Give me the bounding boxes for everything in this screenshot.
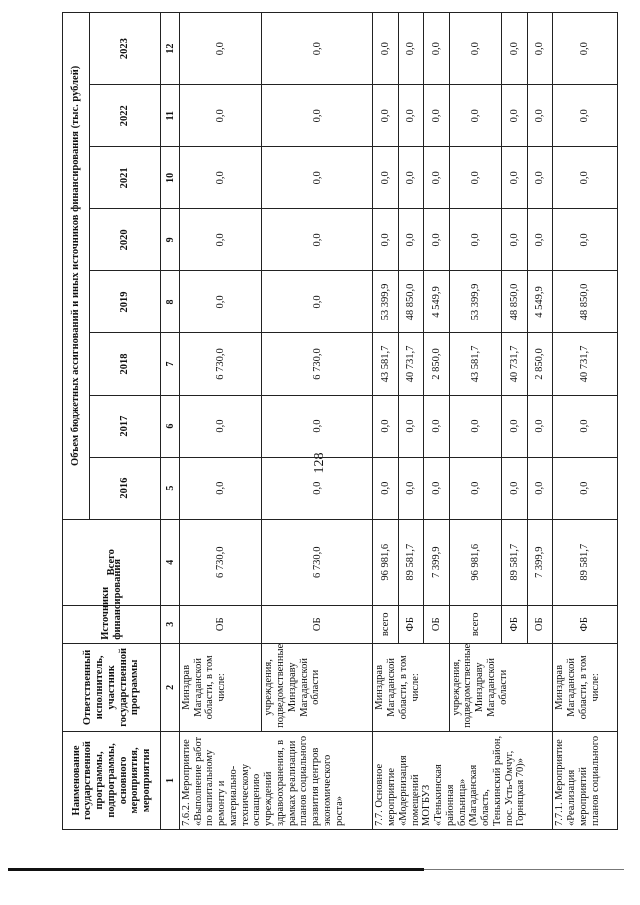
value-cell: 0,0 (449, 147, 502, 209)
row-source: ОБ (179, 605, 262, 643)
value-cell: 0,0 (527, 457, 552, 519)
row-source: всего (373, 605, 398, 643)
value-cell: 0,0 (424, 147, 449, 209)
row-source: ФБ (553, 605, 618, 643)
value-cell: 0,0 (424, 395, 449, 457)
value-cell: 0,0 (502, 13, 527, 85)
row-name: 7.6.2. Мероприятие «Выполнение работ по капитальному ремонту и материально-техническому оснащению учреждений здравоохранения, в рамках реализации планов социального развития центров экономического роста» (179, 731, 372, 829)
row-executor: Минздрав Магаданской области, в том числе: (179, 643, 262, 731)
value-cell: 43 581,7 (449, 333, 502, 395)
footer-rule (8, 868, 424, 871)
value-cell: 4 549,9 (527, 271, 552, 333)
header-source: Источники финансирования (63, 605, 161, 643)
value-cell: 0,0 (398, 13, 423, 85)
column-number: 2 (161, 643, 179, 731)
row-source: ОБ (424, 605, 449, 643)
table-row (373, 13, 398, 830)
value-cell: 0,0 (502, 209, 527, 271)
value-cell: 0,0 (424, 13, 449, 85)
column-number: 5 (161, 457, 179, 519)
value-cell: 0,0 (502, 85, 527, 147)
value-cell: 96 981,6 (449, 519, 502, 605)
value-cell: 6 730,0 (262, 519, 373, 605)
header-name: Наименование государственной программы, подпрограммы, основного мероприятия, мероприятия (63, 731, 161, 829)
header-total: Всего (63, 519, 161, 605)
header-year: 2022 (90, 85, 161, 147)
value-cell: 0,0 (398, 209, 423, 271)
row-source: ФБ (502, 605, 527, 643)
value-cell: 48 850,0 (398, 271, 423, 333)
value-cell: 0,0 (373, 85, 398, 147)
header-year: 2020 (90, 209, 161, 271)
value-cell: 0,0 (179, 147, 262, 209)
table-row (449, 13, 502, 830)
column-number: 8 (161, 271, 179, 333)
value-cell: 0,0 (179, 85, 262, 147)
value-cell: 40 731,7 (398, 333, 423, 395)
value-cell: 0,0 (373, 395, 398, 457)
header-funding-group: Объем бюджетных ассигнований и иных источников финансирования (тыс. рублей) (63, 13, 90, 520)
row-executor: учреждения, подведомственные Минздраву Магаданской области (262, 643, 373, 731)
value-cell: 0,0 (262, 271, 373, 333)
value-cell: 0,0 (398, 395, 423, 457)
value-cell: 0,0 (553, 147, 618, 209)
table-row (179, 13, 262, 830)
value-cell: 0,0 (179, 457, 262, 519)
value-cell: 0,0 (424, 457, 449, 519)
value-cell: 0,0 (373, 457, 398, 519)
value-cell: 0,0 (424, 85, 449, 147)
value-cell: 0,0 (262, 209, 373, 271)
row-source: ФБ (398, 605, 423, 643)
row-executor: Минздрав Магаданской области, в том числе: (553, 643, 618, 731)
value-cell: 43 581,7 (373, 333, 398, 395)
value-cell: 89 581,7 (502, 519, 527, 605)
value-cell: 0,0 (527, 147, 552, 209)
value-cell: 0,0 (262, 457, 373, 519)
table-row (262, 13, 373, 830)
value-cell: 0,0 (553, 209, 618, 271)
column-number: 4 (161, 519, 179, 605)
header-year: 2023 (90, 13, 161, 85)
header-year: 2019 (90, 271, 161, 333)
value-cell: 40 731,7 (553, 333, 618, 395)
value-cell: 0,0 (527, 13, 552, 85)
value-cell: 0,0 (262, 85, 373, 147)
value-cell: 96 981,6 (373, 519, 398, 605)
value-cell: 0,0 (527, 209, 552, 271)
value-cell: 0,0 (373, 13, 398, 85)
value-cell: 0,0 (553, 13, 618, 85)
value-cell: 2 850,0 (527, 333, 552, 395)
value-cell: 0,0 (262, 13, 373, 85)
header-year: 2018 (90, 333, 161, 395)
column-number: 11 (161, 85, 179, 147)
value-cell: 0,0 (449, 13, 502, 85)
value-cell: 2 850,0 (424, 333, 449, 395)
value-cell: 0,0 (449, 457, 502, 519)
value-cell: 89 581,7 (553, 519, 618, 605)
value-cell: 0,0 (179, 13, 262, 85)
column-number: 12 (161, 13, 179, 85)
value-cell: 6 730,0 (179, 333, 262, 395)
column-number: 6 (161, 395, 179, 457)
header-executor: Ответственный исполнитель, участник государственной программы (63, 643, 161, 731)
value-cell: 0,0 (527, 85, 552, 147)
table-row (553, 13, 618, 830)
value-cell: 0,0 (449, 209, 502, 271)
header-year: 2016 (90, 457, 161, 519)
value-cell: 0,0 (262, 147, 373, 209)
header-year: 2017 (90, 395, 161, 457)
value-cell: 0,0 (449, 395, 502, 457)
value-cell: 0,0 (424, 209, 449, 271)
row-name: 7.7. Основное мероприятие «Модернизация помещений МОГБУЗ «Тенькинская районная больница» (Магаданская область, Тенькинский район, пос. Усть-Омчуг, Горняцкая 70)» (373, 731, 553, 829)
column-number: 1 (161, 731, 179, 829)
value-cell: 0,0 (373, 209, 398, 271)
page-number: 128 (312, 452, 327, 474)
value-cell: 4 549,9 (424, 271, 449, 333)
row-name: 7.7.1. Мероприятие «Реализация мероприятий планов социального (553, 731, 618, 829)
value-cell: 0,0 (553, 395, 618, 457)
value-cell: 89 581,7 (398, 519, 423, 605)
column-number: 10 (161, 147, 179, 209)
value-cell: 0,0 (553, 457, 618, 519)
value-cell: 53 399,9 (373, 271, 398, 333)
row-executor: Минздрав Магаданской области, в том числе: (373, 643, 449, 731)
value-cell: 0,0 (179, 395, 262, 457)
rotated-table-container (62, 12, 618, 830)
value-cell: 40 731,7 (502, 333, 527, 395)
row-source: всего (449, 605, 502, 643)
value-cell: 0,0 (398, 85, 423, 147)
funding-table (62, 12, 618, 830)
row-source: ОБ (527, 605, 552, 643)
value-cell: 7 399,9 (527, 519, 552, 605)
value-cell: 0,0 (449, 85, 502, 147)
value-cell: 0,0 (553, 85, 618, 147)
column-number: 9 (161, 209, 179, 271)
value-cell: 48 850,0 (553, 271, 618, 333)
value-cell: 53 399,9 (449, 271, 502, 333)
row-executor: учреждения, подведомственные Минздраву Магаданской области (449, 643, 553, 731)
column-number: 3 (161, 605, 179, 643)
value-cell: 0,0 (398, 147, 423, 209)
value-cell: 0,0 (502, 147, 527, 209)
row-source: ОБ (262, 605, 373, 643)
value-cell: 0,0 (179, 209, 262, 271)
value-cell: 7 399,9 (424, 519, 449, 605)
value-cell: 0,0 (527, 395, 552, 457)
value-cell: 0,0 (502, 395, 527, 457)
footer-rule-thin (424, 869, 624, 870)
value-cell: 0,0 (373, 147, 398, 209)
column-number: 7 (161, 333, 179, 395)
header-year: 2021 (90, 147, 161, 209)
value-cell: 48 850,0 (502, 271, 527, 333)
value-cell: 6 730,0 (262, 333, 373, 395)
value-cell: 0,0 (502, 457, 527, 519)
value-cell: 6 730,0 (179, 519, 262, 605)
value-cell: 0,0 (179, 271, 262, 333)
value-cell: 0,0 (398, 457, 423, 519)
value-cell: 0,0 (262, 395, 373, 457)
